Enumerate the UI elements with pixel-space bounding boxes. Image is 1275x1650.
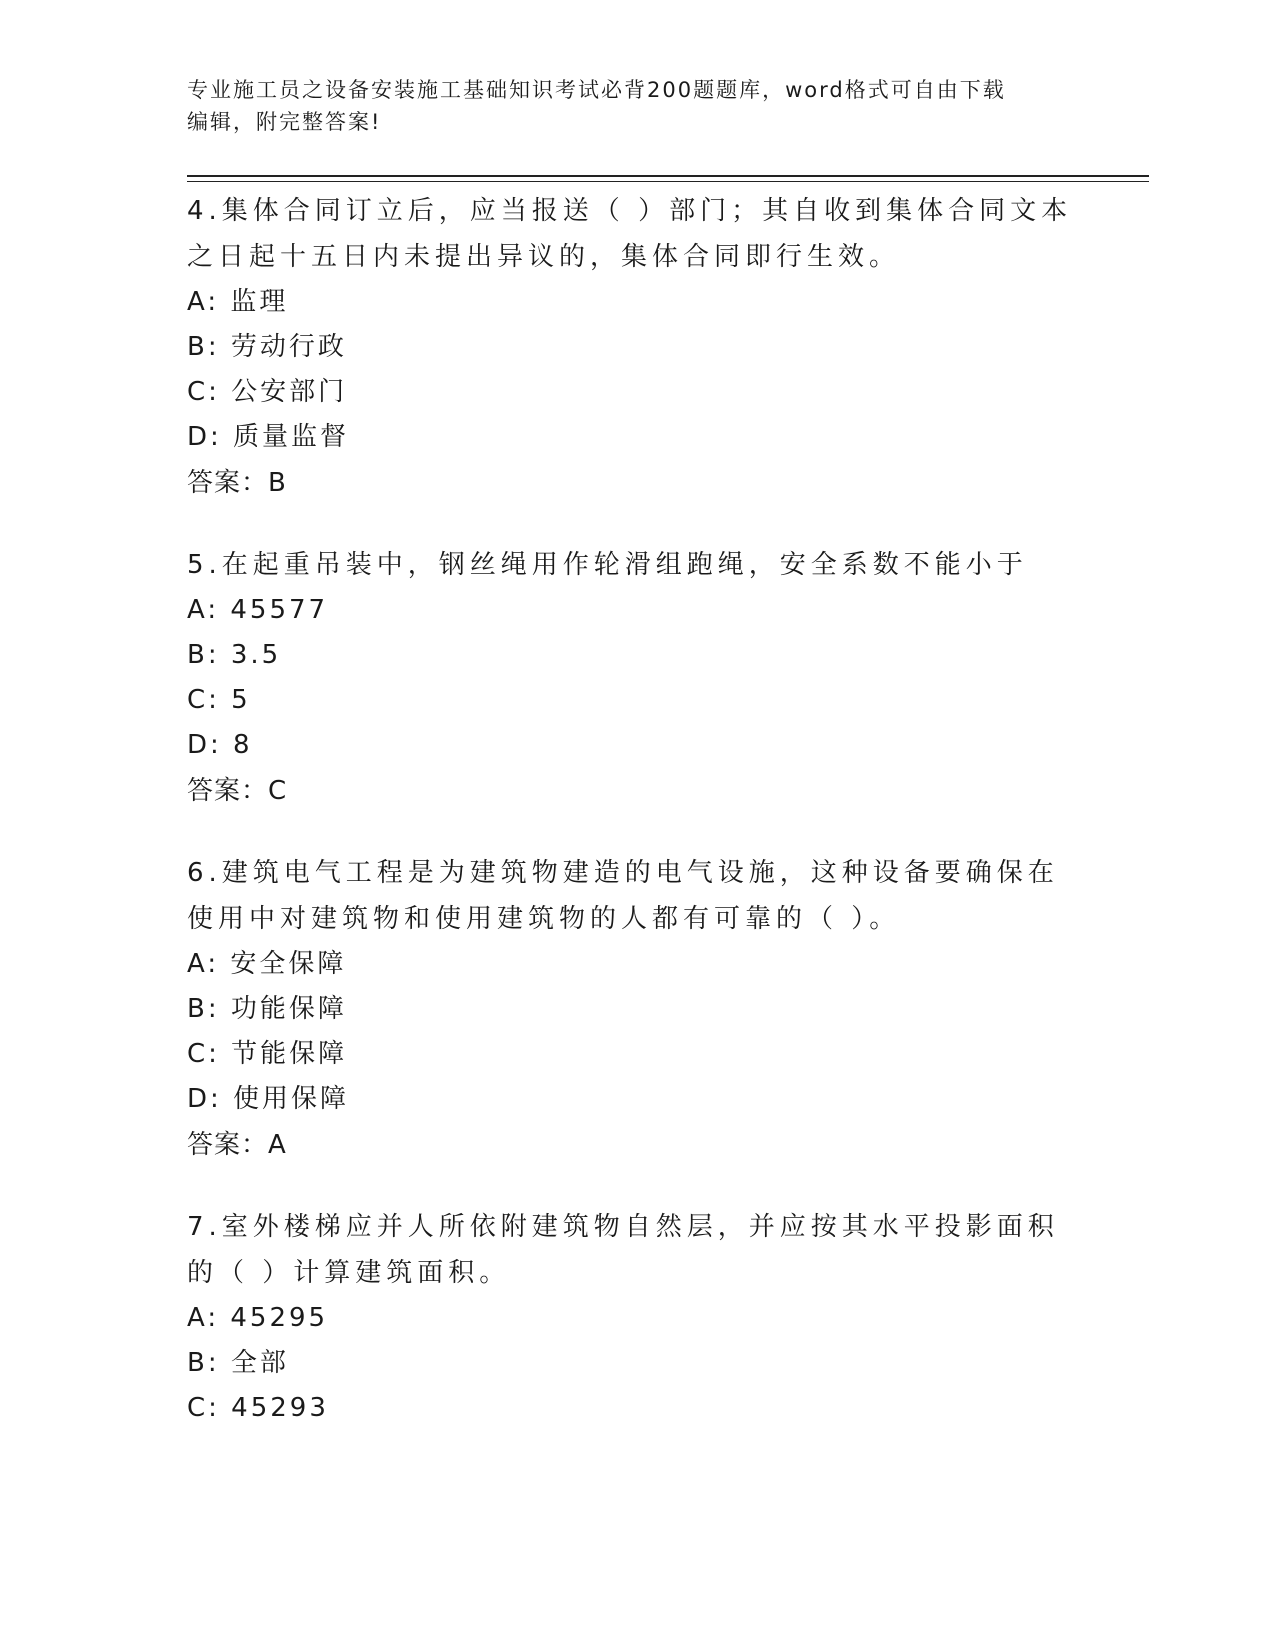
option-c: C: 5 [187, 685, 251, 715]
answer-line: 答案：A [187, 1130, 287, 1160]
option-b: B: 功能保障 [187, 994, 347, 1024]
question-7 [187, 1204, 1087, 1431]
option-b: B: 3.5 [187, 640, 282, 670]
option-a: A: 45295 [187, 1303, 329, 1333]
option-c: C: 节能保障 [187, 1039, 348, 1069]
question-stem: 7.室外楼梯应并人所依附建筑物自然层，并应按其水平投影面积的（ ）计算建筑面积。 [187, 1212, 1059, 1288]
question-stem: 4.集体合同订立后，应当报送（ ）部门；其自收到集体合同文本之日起十五日内未提出异议的，集体合同即行生效。 [187, 196, 1073, 272]
option-d: D: 质量监督 [187, 422, 350, 452]
option-c: C: 45293 [187, 1393, 329, 1423]
question-list [187, 188, 1087, 1467]
question-stem: 6.建筑电气工程是为建筑物建造的电气设施，这种设备要确保在使用中对建筑物和使用建筑物的人都有可靠的（ ）。 [187, 858, 1059, 934]
option-b: B: 全部 [187, 1348, 289, 1378]
document-header [187, 74, 1067, 138]
option-a: A: 安全保障 [187, 949, 347, 979]
option-a: A: 45577 [187, 595, 329, 625]
header-line-1: 专业施工员之设备安装施工基础知识考试必背200题题库，word格式可自由下载 [187, 78, 1006, 102]
question-stem: 5.在起重吊装中，钢丝绳用作轮滑组跑绳，安全系数不能小于 [187, 550, 1028, 580]
question-6 [187, 850, 1087, 1168]
answer-line: 答案：C [187, 776, 288, 806]
question-5 [187, 542, 1087, 814]
option-c: C: 公安部门 [187, 377, 348, 407]
option-a: A: 监理 [187, 287, 289, 317]
option-d: D: 8 [187, 730, 253, 760]
header-divider-thin [187, 181, 1149, 182]
answer-line: 答案：B [187, 468, 287, 498]
question-4 [187, 188, 1087, 506]
option-d: D: 使用保障 [187, 1084, 350, 1114]
header-line-2: 编辑，附完整答案! [187, 110, 382, 134]
option-b: B: 劳动行政 [187, 332, 347, 362]
header-divider-thick [187, 175, 1149, 177]
